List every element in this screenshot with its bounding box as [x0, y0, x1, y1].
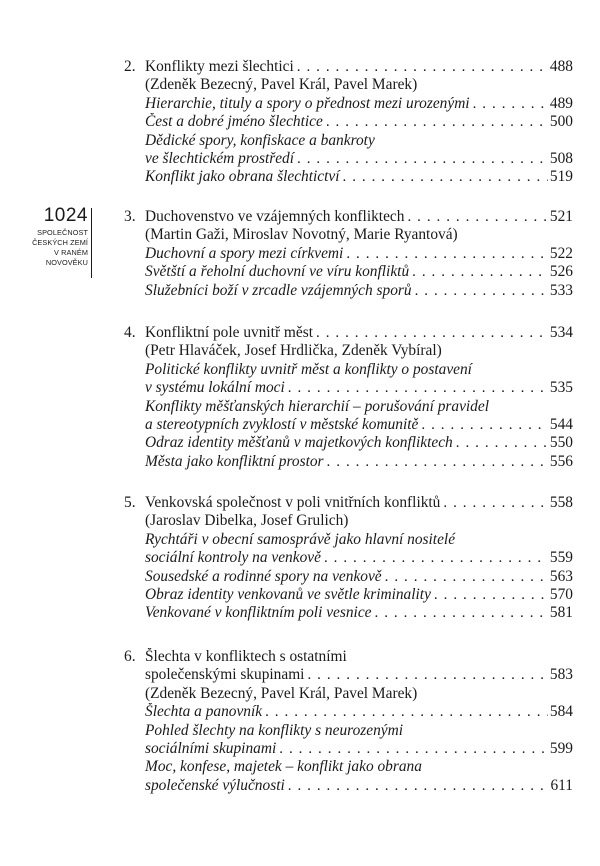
section-page: 534: [549, 324, 573, 341]
dot-leader: [288, 379, 548, 397]
toc-entry-line[interactable]: Moc, konfese, majetek – konflikt jako obrana: [145, 758, 422, 776]
entry-page: 550: [549, 434, 573, 452]
dot-leader: [316, 324, 548, 342]
toc-entry[interactable]: sociální kontroly na venkově . . . 559: [124, 549, 573, 567]
entry-page: 556: [549, 452, 573, 470]
section-title[interactable]: [124, 494, 573, 512]
section-title[interactable]: [124, 666, 573, 684]
toc-entry[interactable]: Hierarchie, tituly a spory o přednost mezi urozenými . . . 489: [124, 95, 573, 113]
toc-entry[interactable]: Šlechta a panovník . . . 584: [124, 703, 573, 721]
toc-entry[interactable]: společenské výlučnosti . . . 611: [124, 777, 573, 795]
entry-page: 563: [549, 567, 573, 585]
toc-entry-line[interactable]: Pohled šlechty na konflikty s neurozenými: [145, 721, 404, 739]
series-title: [14, 228, 88, 268]
dot-leader: [415, 282, 548, 300]
toc-entry[interactable]: Odraz identity měšťanů v majetkových konfliktech . . . 550: [124, 434, 573, 452]
toc-entry-line[interactable]: Dědické spory, konfiskace a bankroty: [145, 131, 375, 149]
section-title-line[interactable]: [124, 648, 573, 666]
toc-entry[interactable]: Města jako konfliktní prostor . . . 556: [124, 453, 573, 471]
series-line: NOVOVĚKU: [45, 258, 88, 267]
toc-entry-line[interactable]: Rychtáři v obecní samosprávě jako hlavní nositelé: [145, 530, 456, 548]
series-line: ČESKÝCH ZEMÍ: [32, 238, 88, 247]
entry-page: 559: [549, 549, 573, 567]
toc-entry[interactable]: Duchovní a spory mezi církvemi . . . 522: [124, 245, 573, 263]
entry-page: 570: [549, 585, 573, 603]
section-page: 558: [549, 494, 573, 511]
section-number: 3.: [124, 208, 136, 225]
toc-entry[interactable]: Konflikt jako obrana šlechtictví . . . 519: [124, 168, 573, 186]
entry-page: 544: [549, 415, 573, 433]
dot-leader: [473, 95, 548, 113]
toc-section-5: [124, 494, 573, 623]
toc-entry[interactable]: Čest a dobré jméno šlechtice . . . 500: [124, 113, 573, 131]
dot-leader: [326, 113, 548, 131]
section-title-text: Konfliktní pole uvnitř měst: [145, 324, 313, 341]
entry-page: 535: [549, 379, 573, 397]
entry-page: 508: [549, 149, 573, 167]
dot-leader: [297, 150, 548, 168]
section-number: 4.: [124, 324, 136, 341]
toc-entry-line[interactable]: Konflikty měšťanských hierarchií – porušování pravidel: [145, 397, 489, 415]
section-number: 5.: [124, 494, 136, 511]
section-title[interactable]: [124, 208, 573, 226]
toc-entry[interactable]: v systému lokální moci . . . 535: [124, 379, 573, 397]
entry-page: 533: [549, 281, 573, 299]
section-number: 6.: [124, 648, 136, 665]
toc-section-4: [124, 324, 573, 471]
toc-section-6: [124, 648, 573, 795]
dot-leader: [297, 58, 548, 76]
section-authors: (Petr Hlaváček, Josef Hrdlička, Zdeněk Vybíral): [145, 342, 442, 360]
section-title-text: Konflikty mezi šlechtici: [145, 58, 294, 75]
section-page: 583: [549, 666, 573, 684]
entry-page: 581: [549, 604, 573, 622]
toc-section-3: [124, 208, 573, 300]
toc-entry[interactable]: Světští a řeholní duchovní ve víru konfliktů . . . 526: [124, 263, 573, 281]
dot-leader: [279, 740, 548, 758]
dot-leader: [324, 549, 548, 567]
dot-leader: [307, 666, 547, 684]
entry-page: 522: [549, 244, 573, 262]
toc-entry-line[interactable]: Politické konflikty uvnitř měst a konflikty o postavení: [145, 360, 472, 378]
entry-page: 584: [549, 703, 573, 721]
section-authors: (Jaroslav Dibelka, Josef Grulich): [145, 512, 349, 530]
section-page: 521: [549, 208, 573, 225]
entry-page: 500: [549, 113, 573, 131]
dot-leader: [407, 208, 547, 226]
dot-leader: [412, 263, 548, 281]
dot-leader: [421, 416, 548, 434]
section-title-text: Duchovenstvo ve vzájemných konfliktech: [145, 208, 405, 225]
section-page: 488: [549, 58, 573, 75]
toc-entry[interactable]: Sousedské a rodinné spory na venkově . . . 563: [124, 568, 573, 586]
dot-leader: [346, 245, 548, 263]
dot-leader: [456, 434, 548, 452]
entry-page: 519: [549, 168, 573, 186]
toc-section-2: [124, 58, 573, 187]
entry-page: 611: [550, 776, 573, 794]
page-number: 1024: [43, 205, 88, 226]
toc-entry[interactable]: a stereotypních zvyklostí v městské komunitě . . . 544: [124, 416, 573, 434]
toc-entry[interactable]: Služebníci boží v zrcadle vzájemných sporů . . . 533: [124, 282, 573, 300]
dot-leader: [288, 777, 549, 795]
dot-leader: [434, 586, 548, 604]
section-title[interactable]: [124, 58, 573, 76]
toc-entry[interactable]: Venkované v konfliktním poli vesnice . . . 581: [124, 604, 573, 622]
dot-leader: [443, 494, 548, 512]
dot-leader: [375, 604, 548, 622]
series-line: SPOLEČNOST: [37, 228, 88, 237]
dot-leader: [265, 703, 548, 721]
margin-info: [14, 206, 92, 268]
entry-page: 526: [549, 263, 573, 281]
dot-leader: [343, 168, 548, 186]
toc-entry[interactable]: ve šlechtickém prostředí . . . 508: [124, 150, 573, 168]
section-title[interactable]: [124, 324, 573, 342]
section-authors: (Martin Gaži, Miroslav Novotný, Marie Ryantová): [145, 226, 458, 244]
section-title-text: Venkovská společnost v poli vnitřních konfliktů: [145, 494, 441, 511]
toc-entry[interactable]: Obraz identity venkovanů ve světle kriminality . . . 570: [124, 586, 573, 604]
toc-entry[interactable]: sociálními skupinami . . . 599: [124, 740, 573, 758]
dot-leader: [327, 453, 548, 471]
section-authors: (Zdeněk Bezecný, Pavel Král, Pavel Marek): [145, 684, 418, 702]
dot-leader: [385, 568, 548, 586]
entry-page: 599: [549, 739, 573, 757]
section-number: 2.: [124, 58, 136, 75]
entry-page: 489: [549, 94, 573, 112]
margin-divider: [91, 208, 92, 278]
section-title-text: Šlechta v konfliktech s ostatními: [145, 648, 347, 665]
section-authors: (Zdeněk Bezecný, Pavel Král, Pavel Marek): [145, 76, 418, 94]
series-line: V RANÉM: [54, 248, 88, 257]
section-title-text: společenskými skupinami: [145, 666, 305, 684]
